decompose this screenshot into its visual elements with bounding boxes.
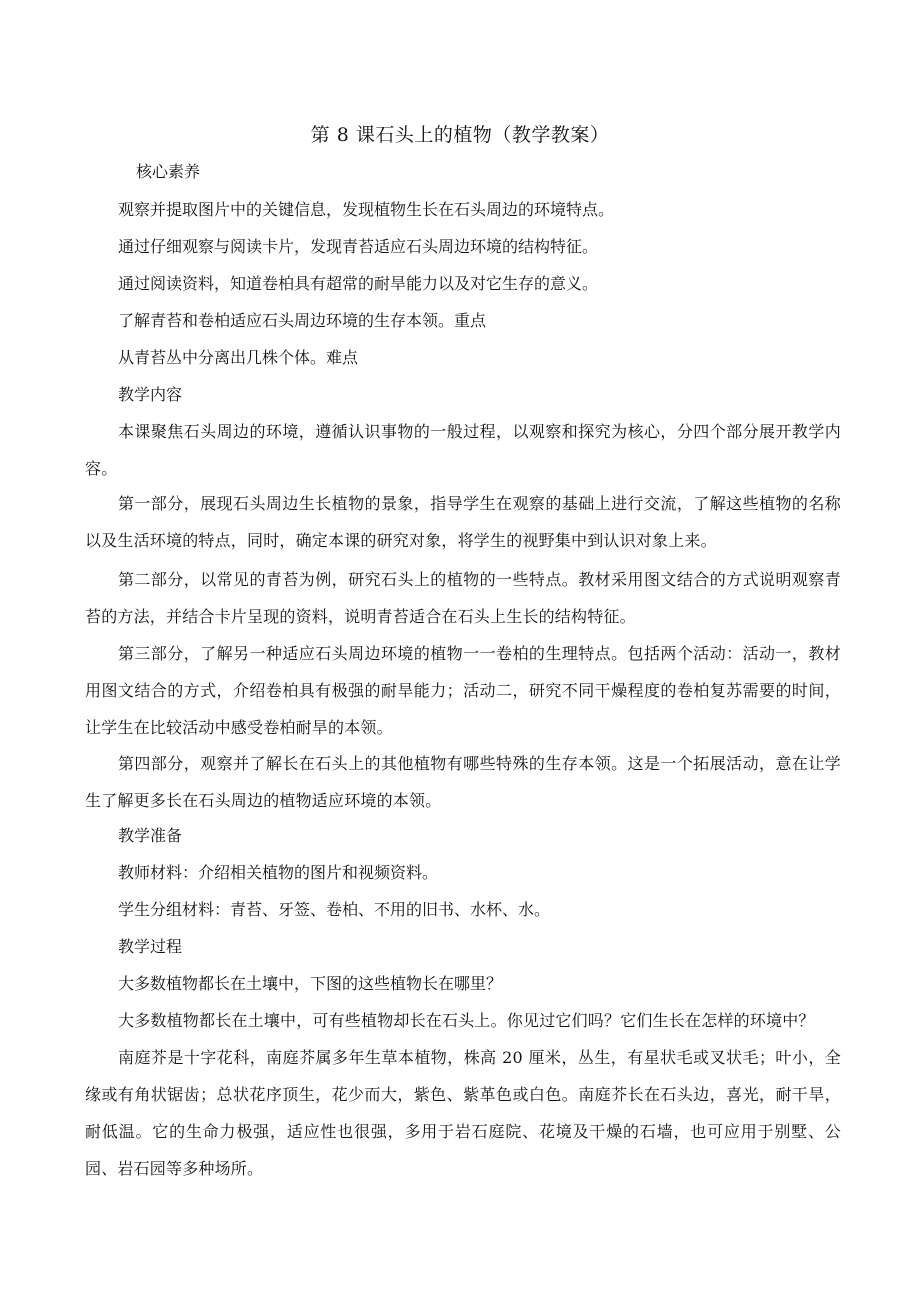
goal-item-3: 通过阅读资料，知道卷柏具有超常的耐旱能力以及对它生存的意义。 [118, 274, 599, 293]
goal-item-2: 通过仔细观察与阅读卡片，发现青苔适应石头周边环境的结构特征。 [118, 237, 599, 256]
goal-item-1: 观察并提取图片中的关键信息，发现植物生长在石头周边的环境特点。 [118, 200, 615, 219]
process-question: 大多数植物都长在土壤中，下图的这些植物长在哪里？ [118, 974, 503, 993]
process-paragraph-1: 大多数植物都长在土壤中，可有些植物却长在石头上。你见过它们吗？它们生长在怎样的环境中？ [118, 1011, 815, 1030]
document-title: 第 8 课石头上的植物（教学教案） [310, 124, 610, 146]
content-paragraph-part4: 第四部分，观察并了解长在石头上的其他植物有哪些特殊的生存本领。这是一个拓展活动，意在让学生了解更多长在石头周边的植物适应环境的本领。 [85, 754, 841, 810]
content-paragraph-part2: 第二部分，以常见的青苔为例，研究石头上的植物的一些特点。教材采用图文结合的方式说明观察青苔的方法，并结合卡片呈现的资料，说明青苔适合在石头上生长的结构特征。 [85, 570, 841, 626]
content-paragraph-part1: 第一部分，展现石头周边生长植物的景象，指导学生在观察的基础上进行交流，了解这些植物的名称以及生活环境的特点，同时，确定本课的研究对象，将学生的视野集中到认识对象上来。 [85, 494, 841, 550]
section-heading-prep: 教学准备 [118, 826, 183, 845]
section-heading-core: 核心素养 [136, 162, 201, 181]
section-heading-content: 教学内容 [118, 385, 183, 404]
goal-item-4: 了解青苔和卷柏适应石头周边环境的生存本领。重点 [118, 311, 487, 330]
process-paragraph-2: 南庭芥是十字花科，南庭芥属多年生草本植物，株高 20 厘米，丛生，有星状毛或叉状毛；叶小，全缘或有角状锯齿；总状花序顶生，花少而大，紫色、紫革色或白色。南庭芥长在石头边，喜光，耐干旱，耐低温。它的生命力极强，适应性也很强，多用于岩石庭院、花境及干燥的石墙，也可应用于别墅、公园、岩石园等多种场所。 [85, 1048, 841, 1178]
section-heading-process: 教学过程 [118, 937, 183, 956]
goal-item-5: 从青苔丛中分离出几株个体。难点 [118, 348, 359, 367]
prep-item-teacher: 教师材料：介绍相关植物的图片和视频资料。 [118, 863, 439, 882]
content-paragraph-part3: 第三部分，了解另一种适应石头周边环境的植物一一卷柏的生理特点。包括两个活动：活动一，教材用图文结合的方式，介绍卷柏具有极强的耐旱能力；活动二，研究不同干燥程度的卷柏复苏需要的时间，让学生在比较活动中感受卷柏耐旱的本领。 [85, 644, 841, 737]
content-paragraph-intro: 本课聚焦石头周边的环境，遵循认识事物的一般过程，以观察和探究为核心，分四个部分展开教学内容。 [85, 422, 841, 478]
prep-item-student: 学生分组材料：青苔、牙签、卷柏、不用的旧书、水杯、水。 [118, 900, 551, 919]
